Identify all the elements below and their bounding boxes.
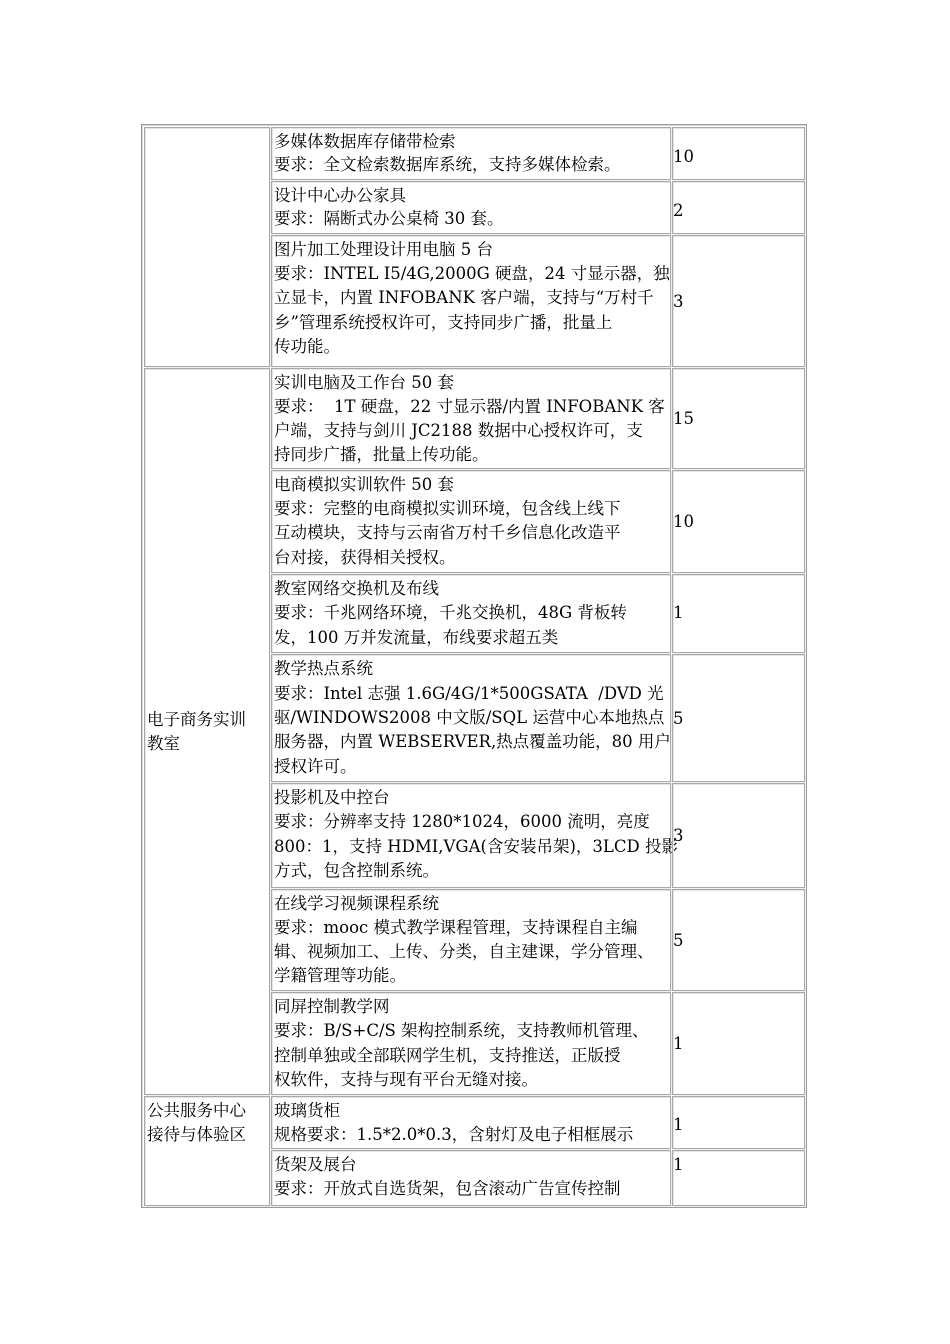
item-name: 实训电脑及工作台 50 套 [274,373,454,392]
group-label-line-2: 教室 [147,734,180,753]
group-cell-ecommerce-classroom [144,368,270,1095]
item-requirement: 规格要求：1.5*2.0*0.3，含射灯及电子相框展示 [274,1125,634,1144]
qty-cell [672,235,805,367]
group-label-line-2: 接待与体验区 [147,1125,246,1144]
item-name: 教学热点系统 [274,659,373,678]
item-requirement: 授权许可。 [274,757,357,776]
item-requirement: 方式，包含控制系统。 [274,861,439,880]
item-requirement: 要求：全文检索数据库系统，支持多媒体检索。 [274,155,621,174]
item-quantity: 5 [673,931,684,950]
item-name: 教室网络交换机及布线 [274,579,439,598]
item-quantity: 2 [673,201,684,220]
group-label-line-1: 公共服务中心 [147,1101,246,1120]
item-requirement: 服务器，内置 WEBSERVER,热点覆盖功能，80 用户 [274,732,671,751]
item-quantity: 10 [673,512,694,531]
item-requirement: 要求：mooc 模式教学课程管理，支持课程自主编 [274,918,638,937]
item-requirement: 台对接，获得相关授权。 [274,548,456,567]
item-quantity: 15 [673,409,694,428]
item-name: 图片加工处理设计用电脑 5 台 [274,240,493,259]
item-requirement: 持同步广播，批量上传功能。 [274,445,489,464]
item-requirement: 要求：开放式自选货架，包含滚动广告宣传控制 [274,1179,621,1198]
item-requirement: 传功能。 [274,337,340,356]
item-cell [271,1150,671,1206]
item-quantity: 3 [673,292,684,311]
item-requirement: 要求：分辨率支持 1280*1024，6000 流明，亮度 [274,812,650,831]
qty-cell [672,181,805,234]
item-quantity: 1 [673,1115,684,1134]
item-cell [271,470,671,573]
item-cell [271,992,671,1095]
qty-cell [672,470,805,573]
item-requirement: 控制单独或全部联网学生机，支持推送，正版授 [274,1046,621,1065]
item-name: 货架及展台 [274,1155,357,1174]
item-name: 多媒体数据库存储带检索 [274,132,456,151]
qty-cell [672,368,805,469]
item-requirement: 要求：千兆网络环境，千兆交换机，48G 背板转 [274,603,627,622]
item-cell [271,654,671,782]
item-requirement: 要求：隔断式办公桌椅 30 套。 [274,209,504,228]
item-quantity: 5 [673,709,684,728]
item-requirement: 要求：完整的电商模拟实训环境，包含线上线下 [274,499,621,518]
item-name: 电商模拟实训软件 50 套 [274,475,454,494]
item-quantity: 1 [673,603,684,622]
item-requirement: 学籍管理等功能。 [274,966,406,985]
item-name: 玻璃货柜 [274,1101,340,1120]
item-requirement: 乡”管理系统授权许可，支持同步广播，批量上 [274,313,613,332]
item-quantity: 1 [673,1034,684,1053]
item-requirement: 800：1，支持 HDMI,VGA(含安装吊架)，3LCD 投影 [274,837,678,856]
item-requirement: 立显卡，内置 INFOBANK 客户端，支持与“万村千 [274,288,654,307]
item-name: 同屏控制教学网 [274,997,390,1016]
item-name: 投影机及中控台 [274,788,390,807]
group-cell-blank [144,127,270,367]
qty-cell [672,889,805,991]
item-name: 在线学习视频课程系统 [274,894,439,913]
item-requirement: 驱/WINDOWS2008 中文版/SQL 运营中心本地热点 [274,708,665,727]
item-quantity: 3 [673,826,684,845]
item-requirement: 辑、视频加工、上传、分类，自主建课，学分管理、 [274,942,654,961]
item-requirement: 要求： 1T 硬盘，22 寸显示器/内置 INFOBANK 客 [274,397,665,416]
item-requirement: 要求：B/S+C/S 架构控制系统，支持教师机管理、 [274,1021,649,1040]
item-cell [271,1096,671,1149]
item-cell [271,783,678,888]
equipment-table [141,124,807,1208]
item-requirement: 发，100 万并发流量，布线要求超五类 [274,628,559,647]
qty-cell [672,783,805,888]
item-requirement: 户端，支持与剑川 JC2188 数据中心授权许可，支 [274,421,643,440]
item-cell [271,889,671,991]
item-cell [271,574,671,653]
item-requirement: 权软件，支持与现有平台无缝对接。 [274,1070,538,1089]
group-cell-public-service-center [144,1096,270,1206]
item-quantity: 10 [673,147,694,166]
group-label-line-1: 电子商务实训 [147,710,246,729]
qty-cell [672,1150,805,1206]
item-requirement: 要求：Intel 志强 1.6G/4G/1*500GSATA /DVD 光 [274,684,664,703]
qty-cell [672,992,805,1095]
qty-cell [672,654,805,782]
item-cell [271,235,671,367]
qty-cell [672,1096,805,1149]
item-cell [271,368,671,469]
qty-cell [672,574,805,653]
item-requirement: 互动模块，支持与云南省万村千乡信息化改造平 [274,523,621,542]
item-name: 设计中心办公家具 [274,186,406,205]
item-cell [271,127,671,180]
item-cell [271,181,671,234]
item-quantity: 1 [673,1155,684,1174]
item-requirement: 要求：INTEL I5/4G,2000G 硬盘，24 寸显示器，独 [274,264,670,283]
qty-cell [672,127,805,180]
